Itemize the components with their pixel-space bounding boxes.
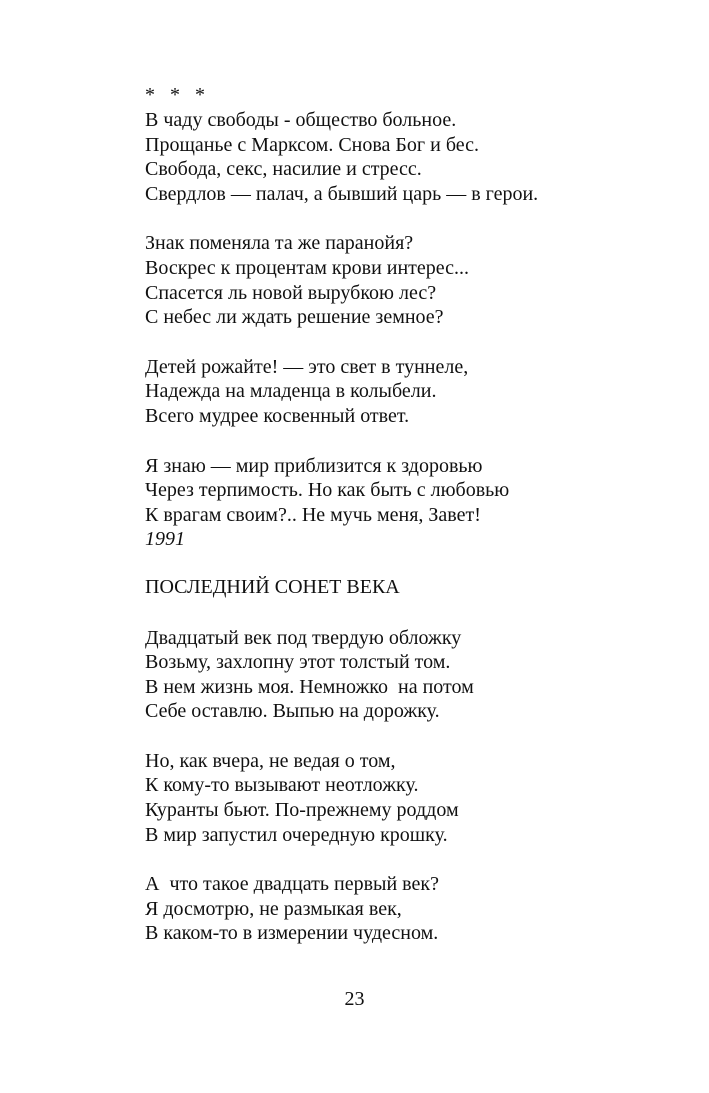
poem1-stanza-2 <box>145 231 665 329</box>
poem-line: Двадцатый век под твердую обложку <box>145 626 462 649</box>
poem1-stanza-4 <box>145 454 665 552</box>
stanza-gap <box>145 429 665 454</box>
poem-line: Но, как вчера, не ведая о том, <box>145 749 396 772</box>
poem1-stanza-1 <box>145 108 665 206</box>
poem-line: Куранты бьют. По-прежнему роддом <box>145 799 459 822</box>
poem-line: Спасется ль новой вырубкою лес? <box>145 281 437 304</box>
poem2-stanza-2 <box>145 749 665 847</box>
poem-title: ПОСЛЕДНИЙ СОНЕТ ВЕКА <box>145 575 400 598</box>
poem-line: Прощанье с Марксом. Снова Бог и бес. <box>145 133 479 156</box>
poem-line: А что такое двадцать первый век? <box>145 873 439 896</box>
poem-line: В нем жизнь моя. Немножко на потом <box>145 675 474 698</box>
page-content <box>145 82 665 946</box>
poem-line: Возьму, захлопну этот толстый том. <box>145 651 451 674</box>
poem-line: Всего мудрее косвенный ответ. <box>145 404 410 427</box>
stanza-gap <box>145 206 665 231</box>
poem-line: Воскрес к процентам крови интерес... <box>145 256 470 279</box>
poem-line: В мир запустил очередную крошку. <box>145 823 448 846</box>
poem-year: 1991 <box>145 528 185 551</box>
poem-line: Я знаю — мир приблизится к здоровью <box>145 454 483 477</box>
poem-line: Через терпимость. Но как быть с любовью <box>145 479 510 502</box>
poem-line: В чаду свободы - общество больное. <box>145 109 457 131</box>
poem-line: С небес ли ждать решение земное? <box>145 306 444 329</box>
stanza-gap <box>145 724 665 749</box>
poem2-stanza-1 <box>145 626 665 724</box>
poem-line: Знак поменяла та же паранойя? <box>145 232 414 255</box>
poem-line: Я досмотрю, не размыкая век, <box>145 897 402 920</box>
poem1-stanza-3 <box>145 355 665 429</box>
poem2-stanza-3 <box>145 872 665 946</box>
poem-line: В каком-то в измерении чудесном. <box>145 922 439 945</box>
poem-line: Детей рожайте! — это свет в туннеле, <box>145 355 469 378</box>
stanza-gap <box>145 330 665 355</box>
poem-line: К врагам своим?.. Не мучь меня, Завет! <box>145 503 481 526</box>
stanza-gap <box>145 847 665 872</box>
page-number: 23 <box>344 988 365 1010</box>
poem-line: Свобода, секс, насилие и стресс. <box>145 158 422 181</box>
poem-line: Свердлов — палач, а бывший царь — в герои. <box>145 182 539 205</box>
poem-line: К кому-то вызывают неотложку. <box>145 774 419 797</box>
poem-line: Надежда на младенца в колыбели. <box>145 380 437 403</box>
poem-line: Себе оставлю. Выпью на дорожку. <box>145 700 440 723</box>
stanza-ornament: * * * <box>145 84 205 106</box>
title-gap <box>145 600 665 626</box>
